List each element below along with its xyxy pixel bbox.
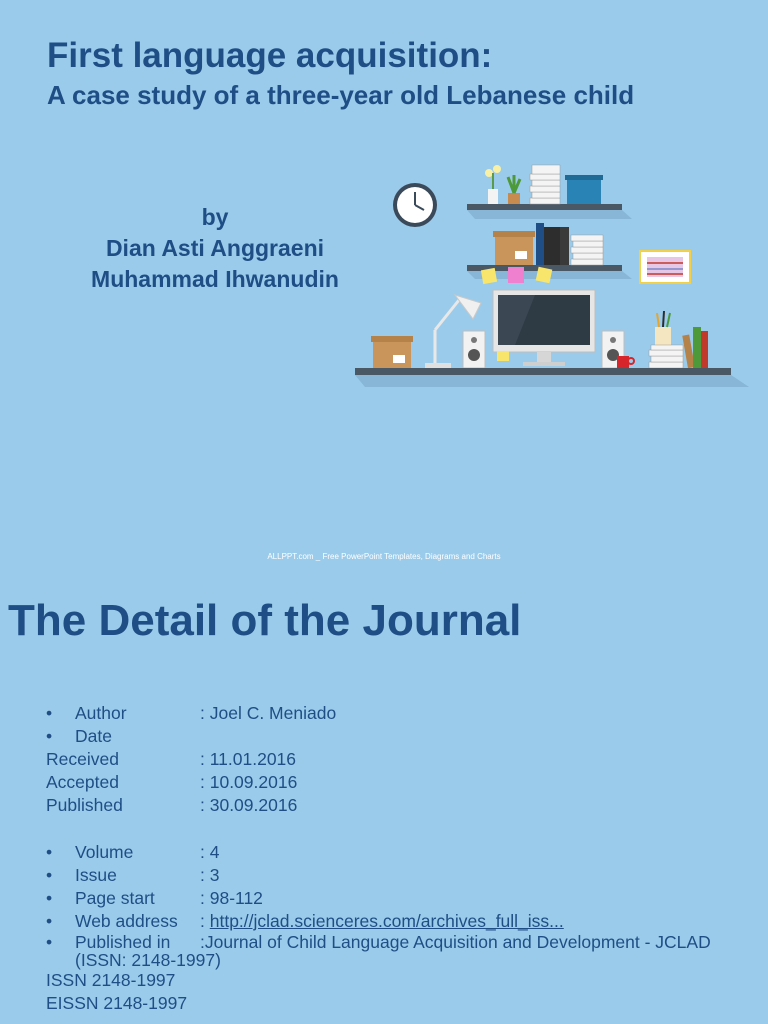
detail-label: Page start — [75, 888, 155, 908]
detail-author — [46, 702, 746, 725]
detail-received — [46, 748, 746, 771]
detail-value: : 3 — [200, 865, 220, 885]
detail-value: : 11.01.2016 — [200, 749, 297, 769]
slide-subtitle: A case study of a three-year old Lebanese child — [47, 80, 635, 110]
storage-box — [371, 336, 413, 368]
by-label: by — [201, 204, 229, 230]
detail-value: : 30.09.2016 — [200, 795, 298, 815]
bullet: • — [46, 865, 53, 885]
coffee-cup-icon — [617, 356, 634, 368]
colon-prefix: : — [200, 911, 210, 931]
detail-value: : Joel C. Meniado — [200, 703, 337, 723]
clock-icon — [393, 183, 437, 227]
bullet: • — [46, 842, 53, 862]
slide-title: First language acquisition: — [47, 36, 493, 75]
detail-label: Issue — [75, 865, 117, 885]
detail-label: Published in — [75, 932, 171, 952]
detail-value: : 10.09.2016 — [200, 772, 298, 792]
bullet: • — [46, 726, 53, 746]
detail-value — [200, 910, 746, 933]
pencil-cup-icon — [655, 311, 671, 345]
detail-published — [46, 794, 746, 817]
bottom-shelf — [355, 368, 749, 387]
calendar-icon — [640, 251, 690, 283]
slide-title: The Detail of the Journal — [8, 596, 522, 645]
detail-label: Accepted — [46, 772, 119, 792]
template-credit: ALLPPT.com _ Free PowerPoint Templates, Diagrams and Charts — [267, 552, 501, 561]
bullet: • — [46, 932, 53, 952]
journal-web-link[interactable]: http://jclad.scienceres.com/archives_full_iss... — [209, 911, 564, 931]
detail-label: Volume — [75, 842, 134, 862]
bullet: • — [46, 703, 53, 723]
journal-details-list — [46, 702, 746, 1015]
bullet: • — [46, 911, 53, 931]
speaker-left-icon — [463, 331, 485, 368]
detail-issn — [46, 969, 746, 992]
detail-label: Date — [75, 726, 112, 746]
office-shelves-illustration — [355, 155, 755, 395]
author-block — [60, 202, 370, 295]
journal-detail-slide — [0, 572, 768, 1024]
detail-published-in — [46, 933, 746, 969]
bullet: • — [46, 888, 53, 908]
detail-page-start — [46, 887, 746, 910]
detail-value — [75, 933, 746, 969]
eissn-text: EISSN 2148-1997 — [46, 993, 188, 1013]
computer-monitor-icon — [493, 290, 595, 366]
published-in-value: :Journal of Child Language Acquisition and Development - JCLAD (ISSN: 2148-1997) — [75, 932, 711, 970]
detail-web-address — [46, 910, 746, 933]
author-name-1: Dian Asti Anggraeni — [105, 235, 325, 261]
detail-value: : 98-112 — [200, 888, 263, 908]
detail-volume — [46, 841, 746, 864]
detail-issue — [46, 864, 746, 887]
detail-label: Author — [75, 703, 127, 723]
top-shelf — [467, 165, 632, 219]
detail-accepted — [46, 771, 746, 794]
detail-label: Web address — [75, 911, 178, 931]
sticky-notes — [481, 267, 552, 284]
detail-label: Published — [46, 795, 123, 815]
detail-date — [46, 725, 746, 748]
issn-text: ISSN 2148-1997 — [46, 970, 176, 990]
detail-eissn — [46, 992, 746, 1015]
detail-value: : 4 — [200, 842, 220, 862]
author-name-2: Muhammad Ihwanudin — [91, 266, 339, 292]
detail-label: Received — [46, 749, 119, 769]
